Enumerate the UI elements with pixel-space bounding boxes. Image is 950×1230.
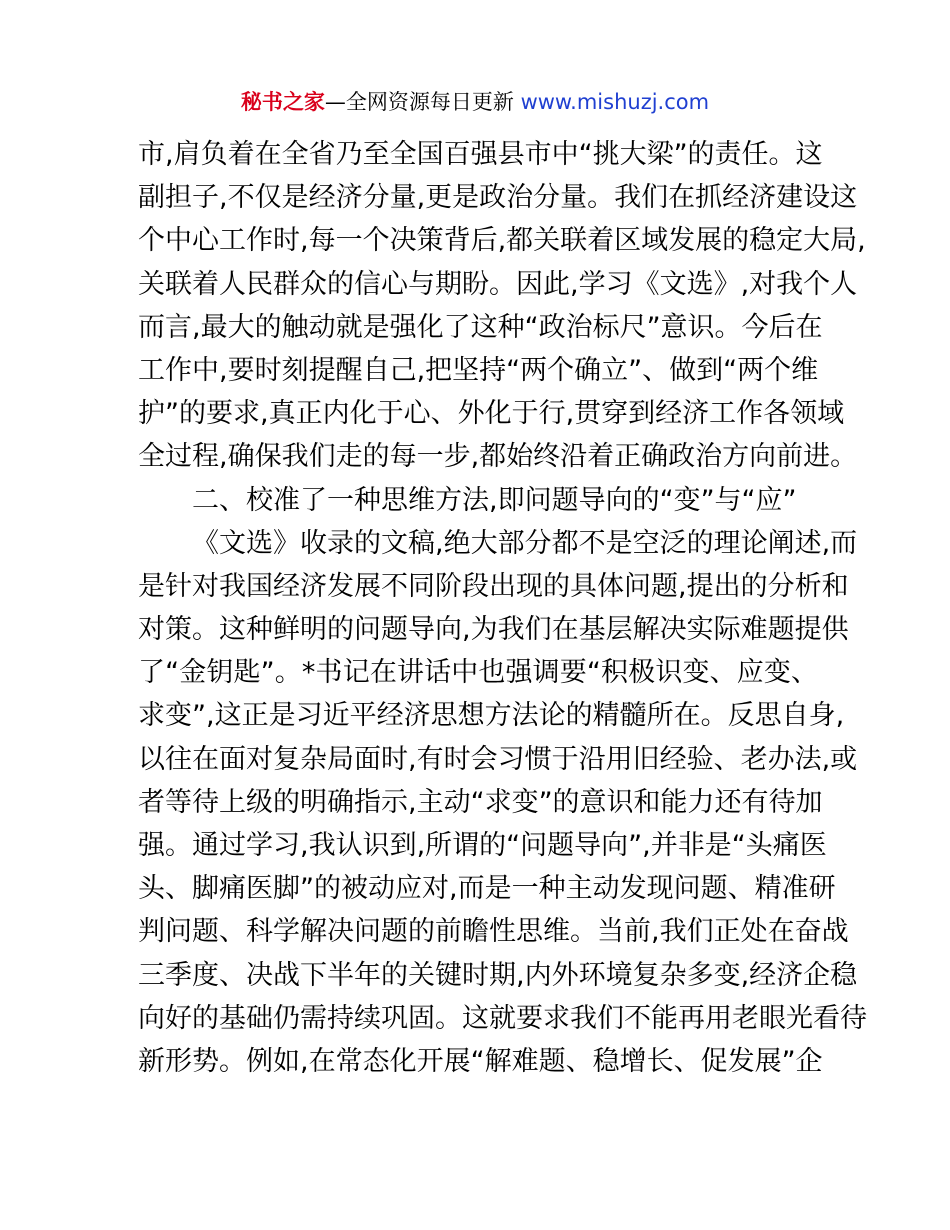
text-line: 个中心工作时,每一个决策背后,都关联着区域发展的稳定大局, [138, 225, 866, 257]
text-line: 《文选》收录的文稿,绝大部分都不是空泛的理论阐述,而 [192, 527, 858, 559]
section-heading [138, 479, 818, 522]
text-line: 向好的基础仍需持续巩固。这就要求我们不能再用老眼光看待 [138, 1002, 867, 1034]
text-line: 市,肩负着在全省乃至全国百强县市中“挑大梁”的责任。这 [138, 139, 823, 170]
text-line: 对策。这种鲜明的问题导向,为我们在基层解决实际难题提供 [138, 614, 849, 646]
document-body [138, 133, 867, 1083]
text-line: 者等待上级的明确指示,主动“求变”的意识和能力还有待加 [138, 786, 823, 818]
text-line: 头、脚痛医脚”的被动应对,而是一种主动发现问题、精准研 [138, 873, 836, 905]
section-heading-text: 二、校准了一种思维方法,即问题导向的“变”与“应” [192, 484, 797, 516]
page-header [0, 88, 950, 116]
text-line: 新形势。例如,在常态化开展“解难题、稳增长、促发展”企 [138, 1045, 823, 1077]
text-line: 全过程,确保我们走的每一步,都始终沿着正确政治方向前进。 [138, 441, 858, 473]
text-line: 判问题、科学解决问题的前瞻性思维。当前,我们正处在奋战 [138, 916, 849, 948]
text-line: 关联着人民群众的信心与期盼。因此,学习《文选》,对我个人 [138, 268, 858, 300]
text-line: 副担子,不仅是经济分量,更是政治分量。我们在抓经济建设这 [138, 182, 858, 214]
header-tagline: —全网资源每日更新 [324, 90, 521, 114]
text-line: 是针对我国经济发展不同阶段出现的具体问题,提出的分析和 [138, 570, 849, 602]
text-line: 求变”,这正是习近平经济思想方法论的精髓所在。反思自身, [138, 700, 845, 732]
brand-name: 秘书之家 [240, 90, 325, 114]
text-line: 护”的要求,真正内化于心、外化于行,贯穿到经济工作各领域 [138, 398, 845, 430]
text-line: 而言,最大的触动就是强化了这种“政治标尺”意识。今后在 [138, 311, 823, 343]
text-line: 三季度、决战下半年的关键时期,内外环境复杂多变,经济企稳 [138, 959, 858, 991]
paragraph-problem-oriented [138, 522, 867, 1083]
text-line: 工作中,要时刻提醒自己,把坚持“两个确立”、做到“两个维 [138, 354, 819, 386]
text-line: 了“金钥匙”。*书记在讲话中也强调要“积极识变、应变、 [138, 657, 818, 689]
website-link[interactable]: www.mishuzj.com [520, 90, 710, 114]
text-line: 强。通过学习,我认识到,所谓的“问题导向”,并非是“头痛医 [138, 830, 827, 861]
paragraph-political-standard [138, 133, 866, 479]
text-line: 以往在面对复杂局面时,有时会习惯于沿用旧经验、老办法,或 [138, 743, 858, 775]
